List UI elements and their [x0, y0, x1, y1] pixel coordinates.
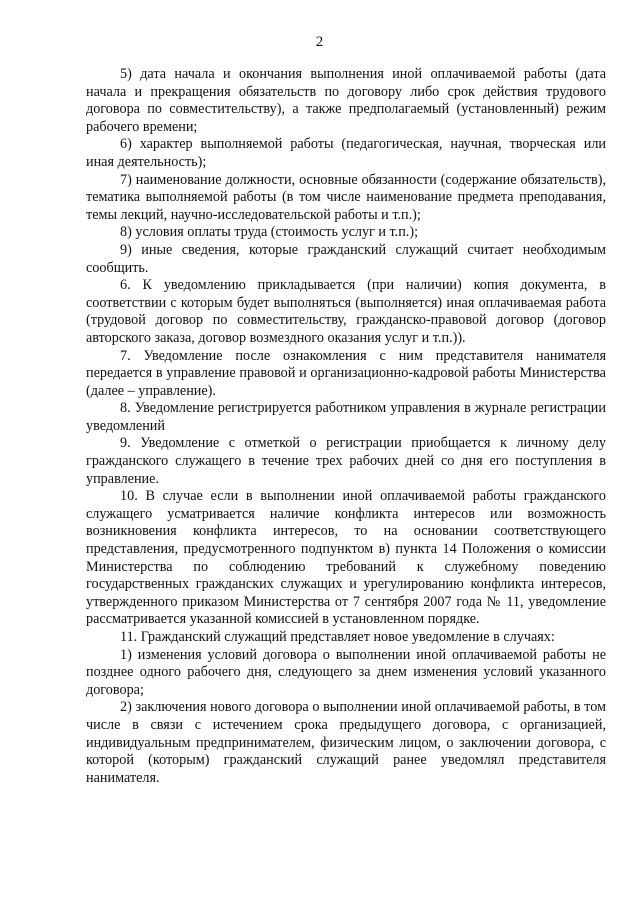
paragraph-section-7: 7. Уведомление после ознакомления с ним представителя нанимателя передается в управление правовой и организационно-кадровой работы Министерства (далее – управление).: [86, 347, 606, 399]
paragraph-subitem-1: 1) изменения условий договора о выполнении иной оплачиваемой работы не позднее одного рабочего дня, следующего за днем изменения условий указанного договора;: [86, 646, 606, 698]
paragraph-section-10: 10. В случае если в выполнении иной оплачиваемой работы гражданского служащего усматривается наличие конфликта интересов или возможность возникновения конфликта интересов, то на основании соответствующего представления, предусмотренного подпунктом в) пункта 14 Положения о комиссии Министерства по соблюдению требований к служебному поведению государственных гражданских служащих и урегулированию конфликта интересов, утвержденного приказом Министерства от 7 сентября 2007 года № 11, уведомление рассматривается указанной комиссией в установленном порядке.: [86, 488, 606, 628]
paragraph-item-5: 5) дата начала и окончания выполнения иной оплачиваемой работы (дата начала и прекращения обязательств по договору либо срок действия трудового договора по совместительству), а также предполагаемый (установленный) режим рабочего времени;: [86, 66, 606, 135]
paragraph-section-11: 11. Гражданский служащий представляет новое уведомление в случаях:: [120, 629, 555, 645]
paragraph-section-8: 8. Уведомление регистрируется работником управления в журнале регистрации уведомлений: [86, 400, 606, 434]
document-body: [86, 66, 606, 787]
paragraph-subitem-2: 2) заключения нового договора о выполнении иной оплачиваемой работы, в том числе в связи с истечением срока предыдущего договора, с организацией, индивидуальным предпринимателем, физическим лицом, о заключении договора, с которой (которым) гражданский служащий ранее уведомлял представителя нанимателя.: [86, 699, 606, 786]
paragraph-section-9: 9. Уведомление с отметкой о регистрации приобщается к личному делу гражданского служащего в течение трех рабочих дней со дня его поступления в управление.: [86, 435, 606, 487]
paragraph-item-6: 6) характер выполняемой работы (педагогическая, научная, творческая или иная деятельность);: [86, 136, 606, 170]
paragraph-item-9: 9) иные сведения, которые гражданский служащий считает необходимым сообщить.: [86, 241, 606, 276]
page-number: 2: [315, 34, 324, 50]
paragraph-section-6: 6. К уведомлению прикладывается (при наличии) копия документа, в соответствии с которым будет выполняться (выполняется) иная оплачиваемая работа (трудовой договор по совместительству, гражданско-правовой договор (договор авторского заказа, договор возмездного оказания услуг и т.п.)).: [86, 277, 606, 346]
paragraph-item-8: 8) условия оплаты труда (стоимость услуг и т.п.);: [120, 224, 419, 241]
paragraph-item-7: 7) наименование должности, основные обязанности (содержание обязательств), тематика выполняемой работы (в том числе наименование предмета преподавания, темы лекций, научно-исследовательской работы и т.п.);: [86, 171, 606, 223]
